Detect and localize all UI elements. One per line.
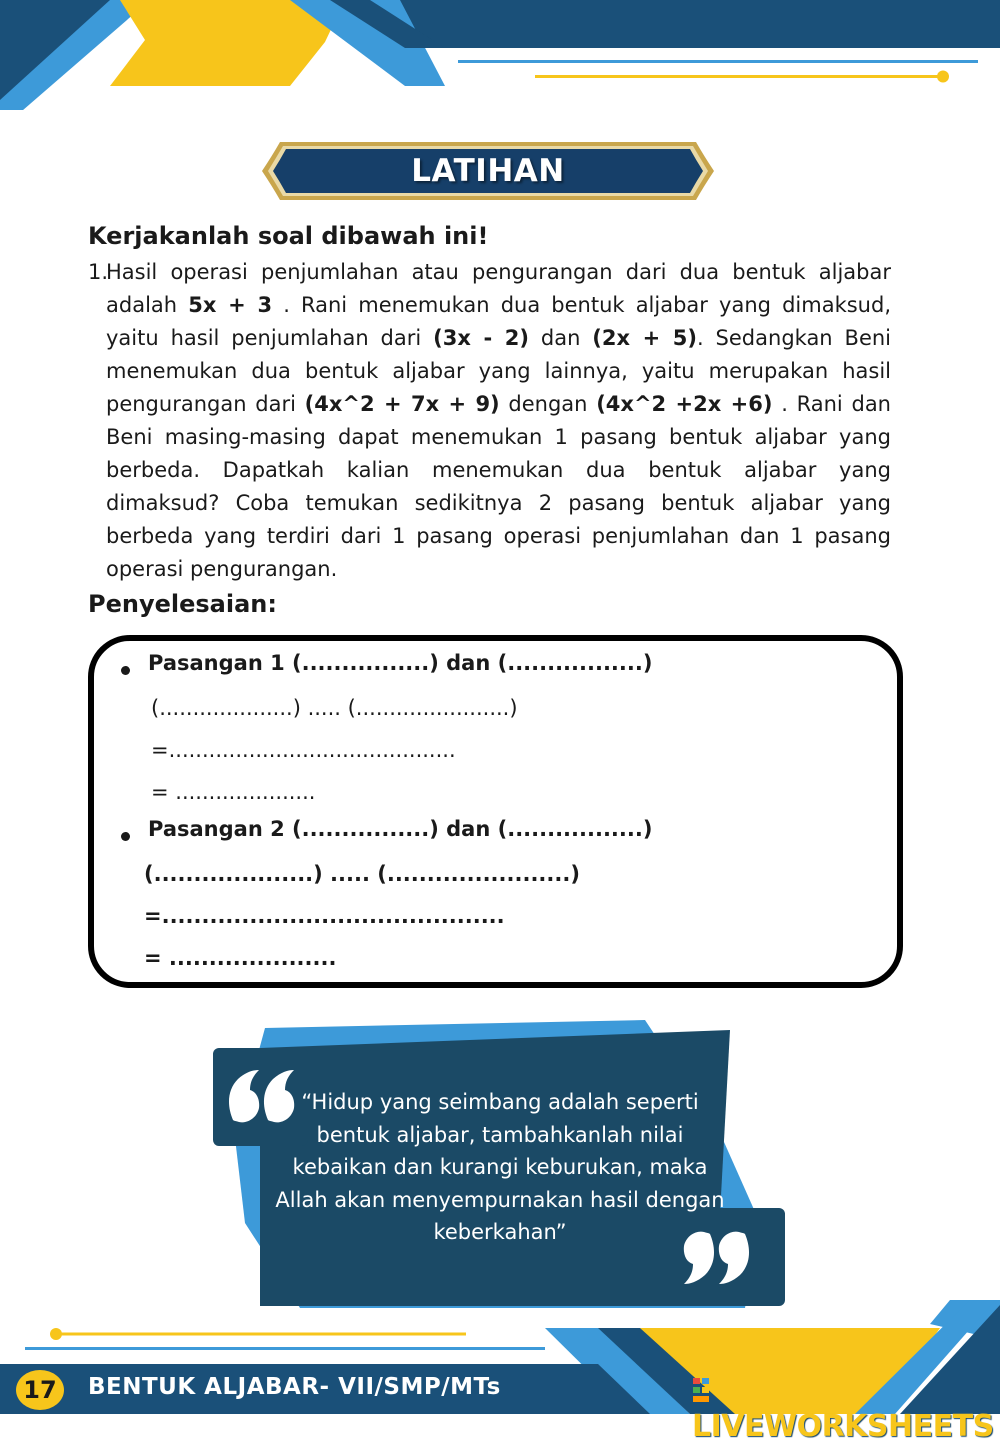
instruction-heading: Kerjakanlah soal dibawah ini!: [88, 222, 489, 250]
liveworksheets-brand-text: LIVEWORKSHEETS: [692, 1409, 994, 1444]
solution-label: Penyelesaian:: [88, 590, 277, 618]
title-banner: [258, 138, 718, 204]
pair-1-blank-expression[interactable]: (....................) ..... (.......................): [151, 696, 518, 720]
question-text: Hasil operasi penjumlahan atau pengurangan dari dua bentuk aljabar adalah 5x + 3 . Rani menemukan dua bentuk aljabar yang dimaksud, yaitu hasil penjumlahan dari (3x - 2) dan (2x + 5). Sedangkan Beni menemukan dua bentuk aljabar yang lainnya, yaitu merupakan hasil pengurangan dari (4x^2 + 7x + 9) dengan (4x^2 +2x +6) . Rani dan Beni masing-masing dapat menemukan 1 pasang bentuk aljabar yang berbeda. Dapatkah kalian menemukan dua bentuk aljabar yang dimaksud? Coba temukan sedikitnya 2 pasang bentuk aljabar yang berbeda yang terdiri dari 1 pasang operasi penjumlahan dan 1 pasang operasi pengurangan.: [106, 260, 892, 581]
page-number-badge: 17: [16, 1370, 64, 1410]
bullet-icon: [121, 832, 130, 841]
bullet-icon: [121, 666, 130, 675]
pair-1-blank-result[interactable]: = .....................: [151, 780, 316, 804]
footer-title: BENTUK ALJABAR- VII/SMP/MTs: [88, 1374, 501, 1400]
question-number: 1.: [88, 260, 109, 284]
pair-2-blank-step[interactable]: =...........................................: [144, 904, 505, 928]
liveworksheets-logo-icon: [692, 1376, 710, 1404]
pair-2-blank-expression[interactable]: (....................) ..... (.......................): [144, 862, 580, 886]
answer-box: [88, 635, 903, 988]
question-1: [88, 256, 891, 586]
header-decoration: [0, 0, 1000, 110]
pair-1-blank-step[interactable]: =...........................................: [151, 738, 456, 762]
liveworksheets-logo[interactable]: [692, 1374, 1000, 1444]
pair-1-title: Pasangan 1 (................) dan (.................): [148, 651, 653, 675]
quote-text: “Hidup yang seimbang adalah seperti bentuk aljabar, tambahkanlah nilai kebaikan dan kurangi keburukan, maka Allah akan menyempurnakan hasil dengan keberkahan”: [275, 1090, 725, 1244]
page-title: LATIHAN: [411, 153, 565, 189]
pair-2-title: Pasangan 2 (................) dan (.................): [148, 817, 653, 841]
pair-2-blank-result[interactable]: = .....................: [144, 946, 337, 970]
